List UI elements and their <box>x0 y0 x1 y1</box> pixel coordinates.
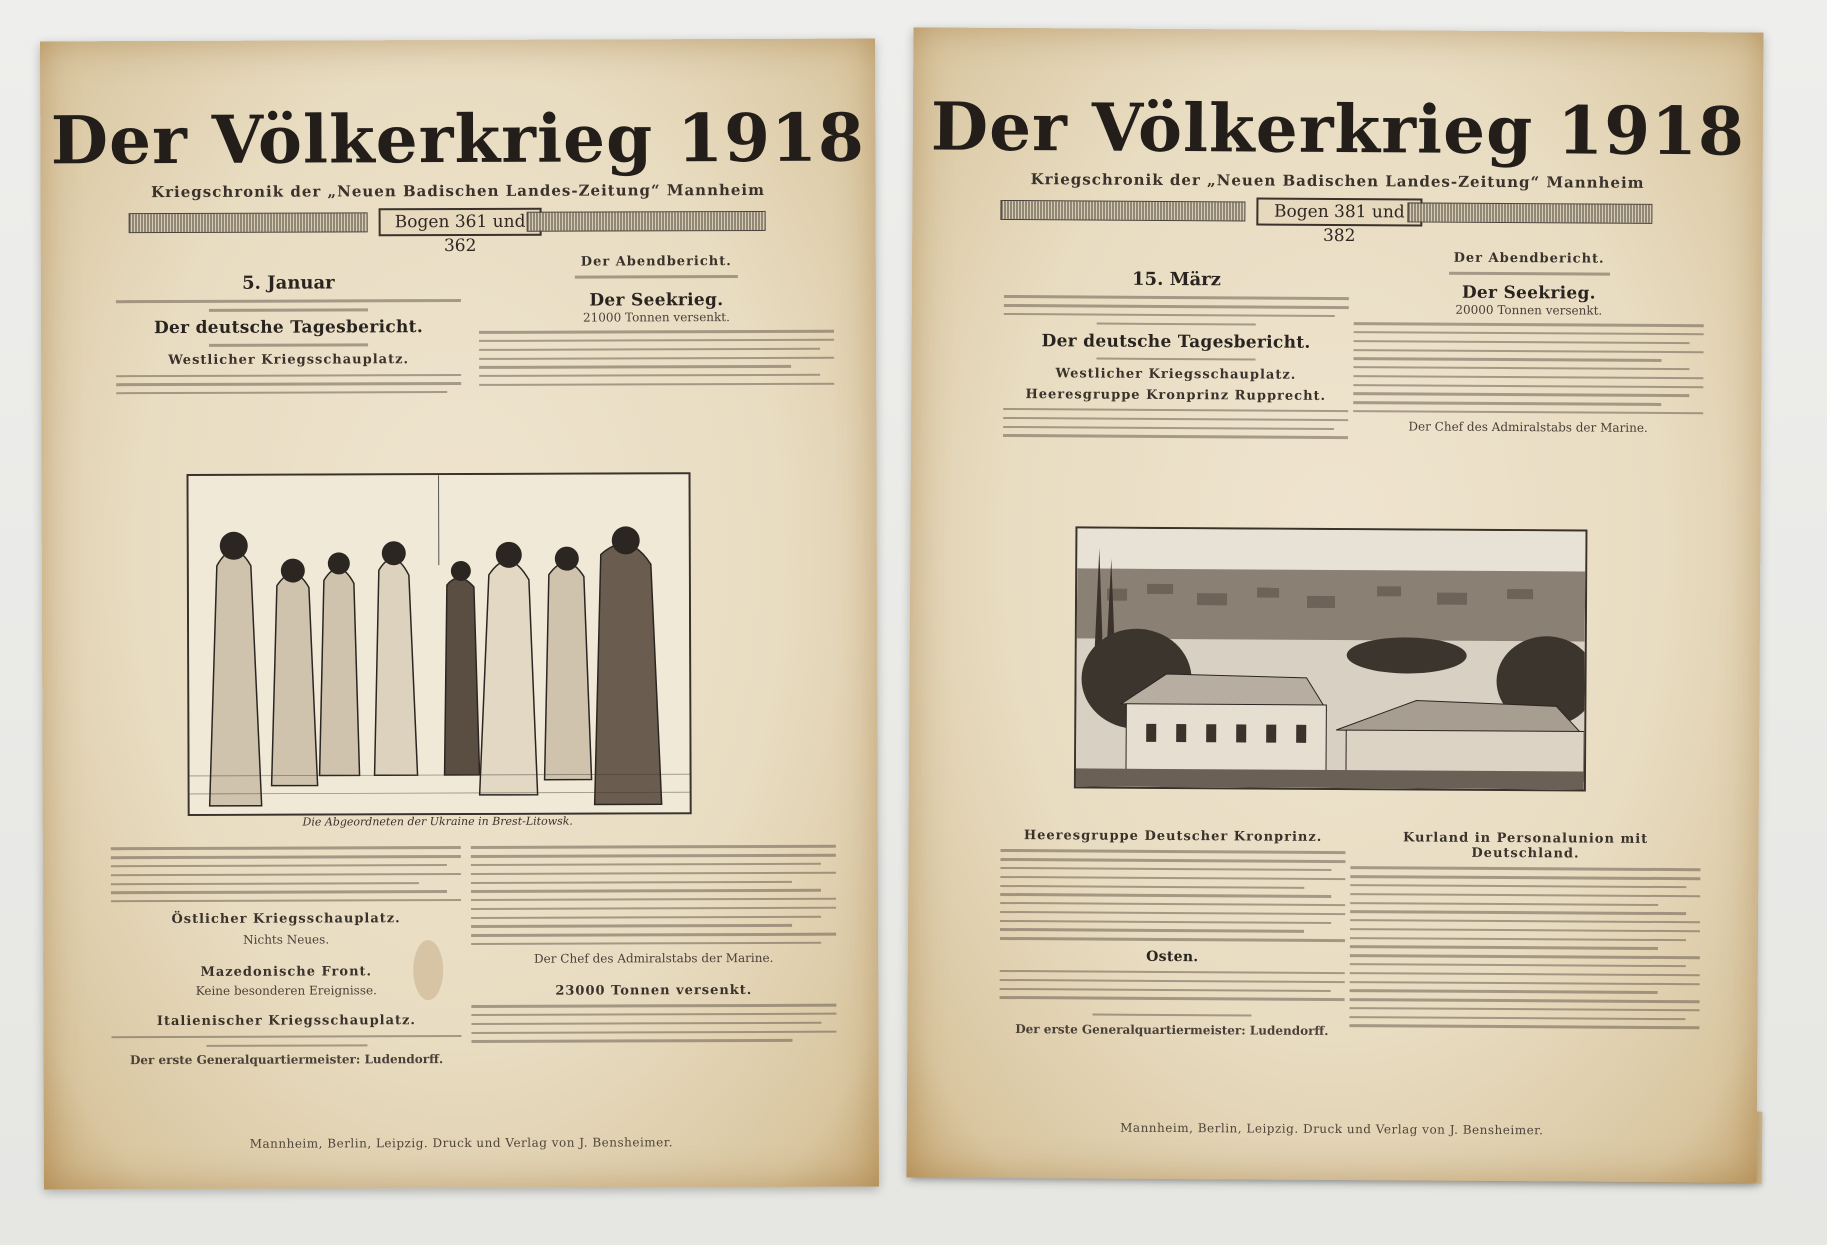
section-heading: Der Seekrieg. <box>589 289 724 311</box>
text-block <box>1000 970 1345 1001</box>
page-footer: Mannheim, Berlin, Leipzig. Druck und Verlag von J. Bensheimer. <box>249 1135 674 1151</box>
masthead-title: Der Völkerkrieg 1918 <box>930 87 1746 171</box>
text-block <box>471 845 836 945</box>
illustration-caption: Die Abgeordneten der Ukraine in Brest-Litowsk. <box>302 814 573 829</box>
section-heading: Östlicher Kriegsschauplatz. <box>171 911 401 928</box>
text-block <box>116 299 461 311</box>
text-block <box>1353 322 1704 414</box>
city-view-photo-icon <box>1076 528 1586 789</box>
page-footer: Mannheim, Berlin, Leipzig. Druck und Verlag von J. Bensheimer. <box>1120 1120 1544 1138</box>
admiralty-line: Der Chef des Admiralstabs der Marine. <box>1408 419 1648 435</box>
lead-heading: Der deutsche Tagesbericht. <box>153 317 424 339</box>
text-block <box>999 1013 1344 1017</box>
text-block <box>116 374 461 395</box>
issue-date: 15. März <box>1131 268 1221 291</box>
section-heading: Osten. <box>1146 948 1199 965</box>
section-heading: Italienischer Kriegsschauplatz. <box>156 1013 416 1030</box>
text-block <box>479 275 834 279</box>
report-text: Nichts Neues. <box>243 932 330 948</box>
column-top-left <box>116 272 461 401</box>
rule-pattern <box>526 211 765 232</box>
text-block <box>1004 295 1349 326</box>
sheet-label: Bogen 381 und 382 <box>1256 198 1422 227</box>
column-bottom-left <box>111 840 462 1068</box>
text-block <box>471 1004 836 1043</box>
column-bottom-right <box>1349 830 1700 1035</box>
delegates-illustration-icon <box>189 474 690 814</box>
text-block <box>1000 849 1346 941</box>
column-bottom-left <box>999 828 1345 1038</box>
issue-date: 5. Januar <box>242 272 335 294</box>
photo-city-view <box>1074 526 1588 791</box>
section-heading: Mazedonische Front. <box>200 964 373 981</box>
masthead-rule <box>129 205 788 257</box>
column-top-left <box>1003 268 1349 445</box>
column-top-right <box>1353 250 1704 435</box>
section-heading: 23000 Tonnen versenkt. <box>555 982 753 999</box>
lead-heading: Der deutsche Tagesbericht. <box>1041 330 1311 353</box>
column-top-right <box>479 254 834 393</box>
text-block <box>1003 357 1348 361</box>
section-heading: Westlicher Kriegsschauplatz. <box>168 352 409 369</box>
sheet-label: Bogen 361 und 362 <box>379 208 541 237</box>
signature-line: Der erste Generalquartiermeister: Ludendorff. <box>1015 1021 1329 1038</box>
rule-pattern <box>129 212 368 233</box>
newspaper-sheet-left <box>40 39 879 1190</box>
section-heading: Heeresgruppe Deutscher Kronprinz. <box>1023 828 1323 845</box>
newspaper-sheet-right <box>906 27 1763 1182</box>
column-bottom-right <box>471 839 837 1049</box>
section-heading: Der Seekrieg. <box>1461 282 1597 304</box>
text-block <box>1003 408 1348 439</box>
masthead-subtitle: Kriegschronik der „Neuen Badischen Landes-Zeitung“ Mannheim <box>1030 170 1645 192</box>
section-heading: Der Abendbericht. <box>580 254 732 270</box>
text-block <box>116 343 461 347</box>
signature-line: Der erste Generalquartiermeister: Ludendorff. <box>129 1052 444 1068</box>
section-heading: Westlicher Kriegsschauplatz. <box>1055 365 1297 383</box>
text-block <box>111 1035 461 1047</box>
rule-pattern <box>1000 200 1245 221</box>
text-block <box>1349 866 1700 1029</box>
masthead-rule <box>1000 194 1674 247</box>
masthead-subtitle: Kriegschronik der „Neuen Badischen Landes-Zeitung“ Mannheim <box>151 180 766 202</box>
report-text: Keine besonderen Ereignisse. <box>195 983 377 999</box>
illustration-delegates <box>187 472 692 816</box>
text-block <box>111 846 461 902</box>
rule-pattern <box>1408 202 1653 223</box>
tonnage-line: 21000 Tonnen versenkt. <box>582 309 730 325</box>
text-block <box>479 330 834 386</box>
section-heading: Der Abendbericht. <box>1453 250 1605 267</box>
tonnage-line: 20000 Tonnen versenkt. <box>1455 302 1603 318</box>
section-heading: Kurland in Personalunion mit Deutschland. <box>1402 830 1649 862</box>
admiralty-line: Der Chef des Admiralstabs der Marine. <box>533 950 774 966</box>
section-heading: Heeresgruppe Kronprinz Rupprecht. <box>1025 386 1327 404</box>
masthead-title: Der Völkerkrieg 1918 <box>50 98 866 180</box>
text-block <box>1354 272 1704 277</box>
